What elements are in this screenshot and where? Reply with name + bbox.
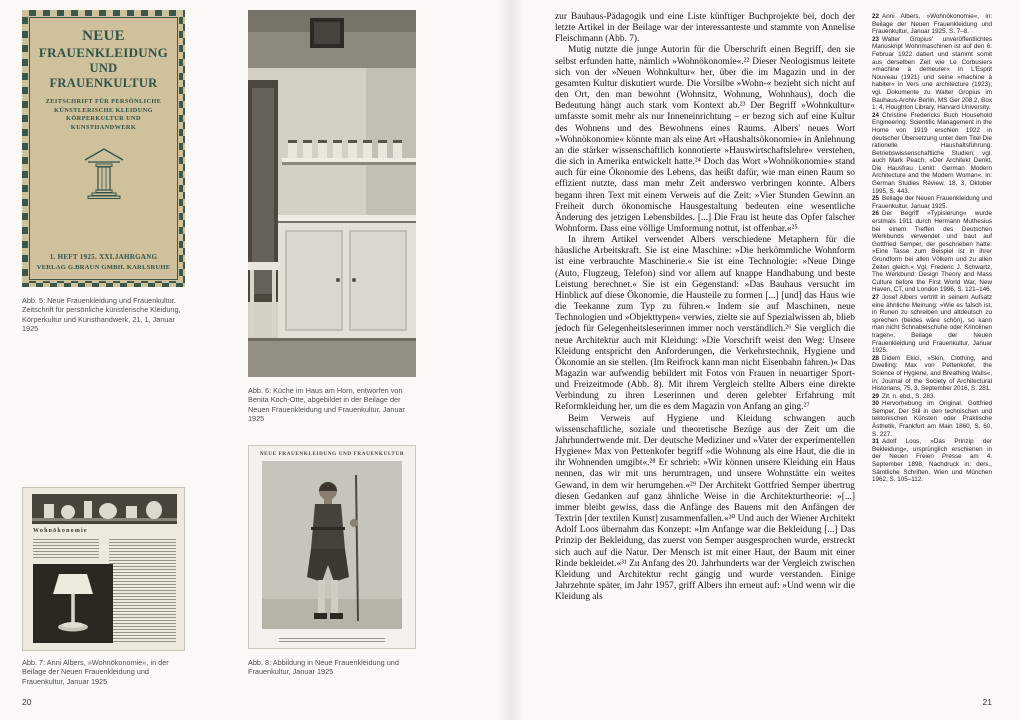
lamp-illustration: [33, 564, 113, 643]
magazine-article-page: [22, 487, 185, 651]
footnote-text: Christine Fredericks Buch Household Engineering: Scientific Management in the Home von 1919 erschien 1922 in deutscher Übersetzung unter dem Titel Die rationelle Haushaltsführung. Betriebswissenschaftliche Studien; vgl. auch Mark Peach, »Der Architekt Denkt, Die Hausfrau Lenkt: German Modern Architecture and the Modern Woman«, in: German Studies Review, 18, 3, Oktober 1995, S. 443.: [872, 111, 992, 195]
kitchen-cabinet: [278, 215, 416, 338]
footnote-entry: [872, 294, 992, 355]
cover-subtitle: ZEITSCHRIFT FÜR PERSÖNLICHE KÜNSTLERISCHE KLEIDUNG KÖRPERKULTUR UND KUNSTHANDWERK: [45, 98, 162, 131]
page-number-left: 20: [22, 697, 32, 707]
magazine-cover: [22, 10, 185, 287]
temple-column-icon: [82, 146, 126, 202]
footnote-entry: [872, 393, 992, 401]
footnote-number: 25: [872, 195, 880, 203]
footnote-text: Beilage der Neuen Frauenkleidung und Frauenkultur, Januar 1925.: [872, 195, 992, 210]
cover-title-line2: FRAUENKLEIDUNG: [38, 45, 169, 60]
page-gutter: [498, 0, 524, 720]
body-paragraph: Mutig nutzte die junge Autorin für die Überschrift einen Begriff, den sie selbst erfunden hatte, nämlich »Wohnökonomie«.²² Dieser Neologismus leitete sich von der »Neuen Wohnkultur« her, über die im Magazin und in der gesamten Kultur diskutiert wurde. Die Vorsilbe »Wohn-« bezieht sich nicht auf den Ort, den man bewohnt (Wohnsitz, Wohnung, Wohnhaus), doch die Bedeutung hängt auch stark vom Kontext ab.²³ Der Begriff »Wohnkultur« umfasste somit mehr als nur Inneneinrichtung – er bezog sich auf eine Kultur des Wohnens und des Bewohnens eines Raums. Albers' neues Wort »Wohnökonomie« könnte man als eine Art »Haushaltsökonomie« in Anlehnung an die stärker wissenschaftlich konnotierte »Hauswirtschaftslehre« verstehen, die sich in Amerika entwickelt hatte.²⁴ Doch das Wort »Wohnökonomie« stand auch für eine Ökonomie des Lebens, das heißt dafür, wie man einen Raum so effizient nutzte, dass man mehr Zeit anderswo verbringen konnte. Albers begann ihren Text mit einem Verweis auf die Zeit: »Vier Stunden Gewinn an Freiheit durch ökonomische Hausgestaltung bedeuten eine wesentliche Änderung des jetzigen Lebensbildes. [...] Die Frau ist heute das Opfer falscher Wohnform. Dass eine völlige Umformung nottut, ist offenbar.«²⁵: [555, 45, 855, 234]
article-text-column-left: [33, 539, 99, 559]
cover-title-line3: UND FRAUENKULTUR: [49, 61, 158, 90]
footnote-entry: [872, 438, 992, 484]
footnote-text: Josef Albers vertritt in seinem Aufsatz eine ähnliche Meinung: »Wie es falsch ist, in Runen zu schreiben und altdeutsch zu sprechen (beides wäre schön), so kann man nicht Schnabelschuhe oder Krinolinen tragen«, Beilage der Neuen Frauenkleidung und Frauenkultur, Januar 1925.: [872, 293, 992, 355]
footnote-entry: [872, 36, 992, 112]
footnote-entry: [872, 195, 992, 210]
article-heading: Wohnökonomie: [33, 528, 88, 534]
body-paragraph: In ihrem Artikel verwendet Albers verschiedene Metaphern für die häusliche Arbeitskraft. Sie ist eine Maschine: »Die herkömmliche Wohnform ist eine verbrauchte Maschinerie.« Sie ist eine Technologie: »Neue Dinge (Auto, Flugzeug, Telefon) sind vor allem auf knappe Handhabung und beste Leistung berechnet.« Sie ist ein Gegenstand: »Das Bauhaus versucht im Hinblick auf diese Ökonomie, die Hausteile zu formen [...] [und] das Haus wie die Teekanne zum Typ zu führen.« Indem sie auf Maschinen, neue Technologien und »Objekttypen« verwies, zielte sie auf Spezialwissen ab, blieb jedoch für Gelegenheitsleserinnen immer noch verständlich.²⁶ Sie verglich die neue Architektur auch mit Kleidung: »Die Vorschrift weist den Weg: Unsere Kleidung entspricht den Anforderungen, die Verkehrstechnik, Hygiene und Ökonomie an sie stellen. (Im Reifrock kann man nicht Eisenbahn fahren.)« Das Magazin war aufwendig bebildert mit Fotos von Frauen in neuartiger Sport- und Freizeitmode (Abb. 8). Mit ihrem Vergleich stellte Albers eine direkte Verbindung zu ihren Leserinnen und deren gelebter Erfahrung mit Reformkleidung her, um die es dem Magazin von Anfang an ging.²⁷: [555, 235, 855, 413]
ceramics-shelf-photo: [32, 494, 177, 524]
footnote-number: 26: [872, 210, 880, 218]
footnote-entry: [872, 210, 992, 294]
footnote-text: Didem Ekici, »Skin, Clothing, and Dwelling: Max von Pettenkofer, the Science of Hygiene, and Breathing Walls«, in: Journal of the Society of Architectural Historians, 75, 3, September 2016, S. 281.: [872, 354, 992, 393]
article-text-column-right: [109, 539, 176, 643]
footnote-text: Walter Gropius' unveröffentlichtes Manuskript Wohnmaschinen ist auf den 6. Februar 1922 datiert und stammt somit aus derselben Zeit wie Le Corbusiers »machine à demeurer« in L'Esprit Nouveau (1921) und seine »machine à habiter« in Vers une architecture (1923); vgl. Dokumente zu Walter Gropius im Bauhaus-Archiv Berlin, MS Ger 208.2, Box 1: 4, Houghton Library, Harvard University.: [872, 35, 992, 112]
footnote-number: 31: [872, 438, 880, 446]
sportswear-photo: [262, 461, 402, 629]
footnote-text: Der Begriff »Typisierung« wurde erstmals 1911 durch Hermann Muthesius bei einem Treffen des Deutschen Werkbunds verwendet und baut auf Gottfried Semper, der geschrieben hatte: »Eine Tasse zum Beispiel ist in ihrer Grundform bei allen Völkern und zu allen Zeiten gleich.« Vgl. Frederic J. Schwartz, The Werkbund: Design Theory and Mass Culture before the First World War, New Haven, CT, und London 1996, S. 121–146.: [872, 210, 992, 294]
cover-publisher-line: VERLAG G.BRAUN GMBH. KARLSRUHE: [36, 264, 171, 271]
body-paragraph: zur Bauhaus-Pädagogik und eine Liste künftiger Buchprojekte bei, doch der letzte Artikel in der Beilage war der interessanteste und stammte von Annelise Fleischmann (Abb. 7).: [555, 12, 855, 45]
caption-abb5: Abb. 5: Neue Frauenkleidung und Frauenkultur. Zeitschrift für persönliche künstlerische Kleidung, Körperkultur und Kunsthandwerk, 21, 1, Januar 1925: [22, 296, 181, 334]
footnote-text: Hervorhebung im Original. Gottfried Semper, Der Stil in den technischen und tektonischen Künsten oder Praktische Ästhetik, Frankfurt am Main 1860, S. 60, S. 227.: [872, 400, 992, 438]
kitchen-photo: [248, 10, 416, 377]
figure-abb6: [248, 10, 416, 382]
body-paragraph: Beim Verweis auf Hygiene und Kleidung schwangen auch wissenschaftliche, soziale und theoretische Bezüge aus der Zeit um die Jahrhundertwende mit. Der deutsche Mediziner und »Vater der experimentellen Hygiene« Max von Pettenkofer begriff »die Wohnung als eine Haut, die die in ihr Wohnenden umgibt«.²⁸ Er schrieb: »Wir können unsere Kleidung ein Haus nennen, das wir mit uns herumtragen, und unsere Wohnstätte ein weites Gewand, in dem wir herumgehen.«²⁹ Der Architekt Gottfried Semper übertrug diesen Gedanken auf ganz ähnliche Weise in die Architekturtheorie: »[...] immer bleibt gewiss, dass die Anfänge des Bauens mit den Anfängen der Textrin [der textilen Kunst] zusammenfallen.«³⁰ Und auch der Wiener Architekt Adolf Loos übernahm das Konzept: »Im Anfange war die Bekleidung [...] Das Prinzip der Bekleidung, das zuerst von Semper ausgesprochen wurde, erstreckt sich auch auf die Natur. Der Mensch ist mit einer Haut, der Baum mit einer Rinde bekleidet.«³¹ Zu Anfang des 20. Jahrhunderts war der Vergleich zwischen Kleidung und Architektur recht gängig und wurde verstanden. Einige Jahrzehnte später, im Jahr 1957, griff Albers ihn erneut auf: »Und wenn wir die Kleidung als: [555, 413, 855, 603]
table-lamp-photo: [33, 564, 113, 643]
footnote-number: 22: [872, 13, 880, 20]
footnote-text: Zit. n. ebd., S. 283.: [882, 392, 936, 400]
caption-abb6: Abb. 6: Küche im Haus am Horn, entworfen von Benita Koch-Otte, abgebildet in der Beilage der Neuen Frauenkleidung und Frauenkultur, Januar 1925: [248, 386, 405, 424]
footnote-number: 24: [872, 111, 880, 119]
footnote-number: 29: [872, 392, 880, 400]
footnote-number: 27: [872, 293, 880, 301]
magazine-photo-page: [248, 445, 416, 649]
caption-abb8: Abb. 8: Abbildung in Neue Frauenkleidung und Frauenkultur, Januar 1925: [248, 658, 399, 677]
figure-abb5: [22, 10, 185, 287]
footnotes-column: [872, 13, 992, 697]
figure-abb7: [22, 487, 185, 651]
footnote-number: 30: [872, 400, 880, 408]
cover-title: [34, 28, 173, 91]
magazine-header: NEUE FRAUENKLEIDUNG UND FRAUENKULTUR: [259, 451, 405, 457]
caption-abb7: Abb. 7: Anni Albers, »Wohnökonomie«, in der Beilage der Neuen Frauenkleidung und Frauenkultur, Januar 1925: [22, 658, 169, 686]
cover-issue-line: 1. HEFT 1925. XXI.JAHRGANG: [49, 253, 158, 261]
footnote-entry: [872, 112, 992, 196]
footnote-entry: [872, 13, 992, 36]
figure-abb8: [248, 445, 416, 649]
footnote-text: Anni Albers, »Wohnökonomie«, in: Beilage der Neuen Frauenkleidung und Frauenkultur, Januar 1925, S. 7–8.: [872, 13, 992, 36]
footnote-number: 28: [872, 354, 880, 362]
main-text-column: [555, 12, 855, 708]
footnote-number: 23: [872, 35, 880, 43]
footnote-entry: [872, 400, 992, 438]
photo-caption-line: [279, 638, 385, 642]
footnote-entry: [872, 355, 992, 393]
footnote-text: Adolf Loos, »Das Prinzip der Bekleidung«, ursprünglich erschienen in der Neuen Freien Presse am 4. September 1898, Nachdruck in: ders., Sämtliche Schriften, Wien und München 1962, S. 105–112.: [872, 438, 992, 484]
cover-title-line1: NEUE: [82, 28, 125, 44]
page-number-right: 21: [982, 697, 992, 707]
